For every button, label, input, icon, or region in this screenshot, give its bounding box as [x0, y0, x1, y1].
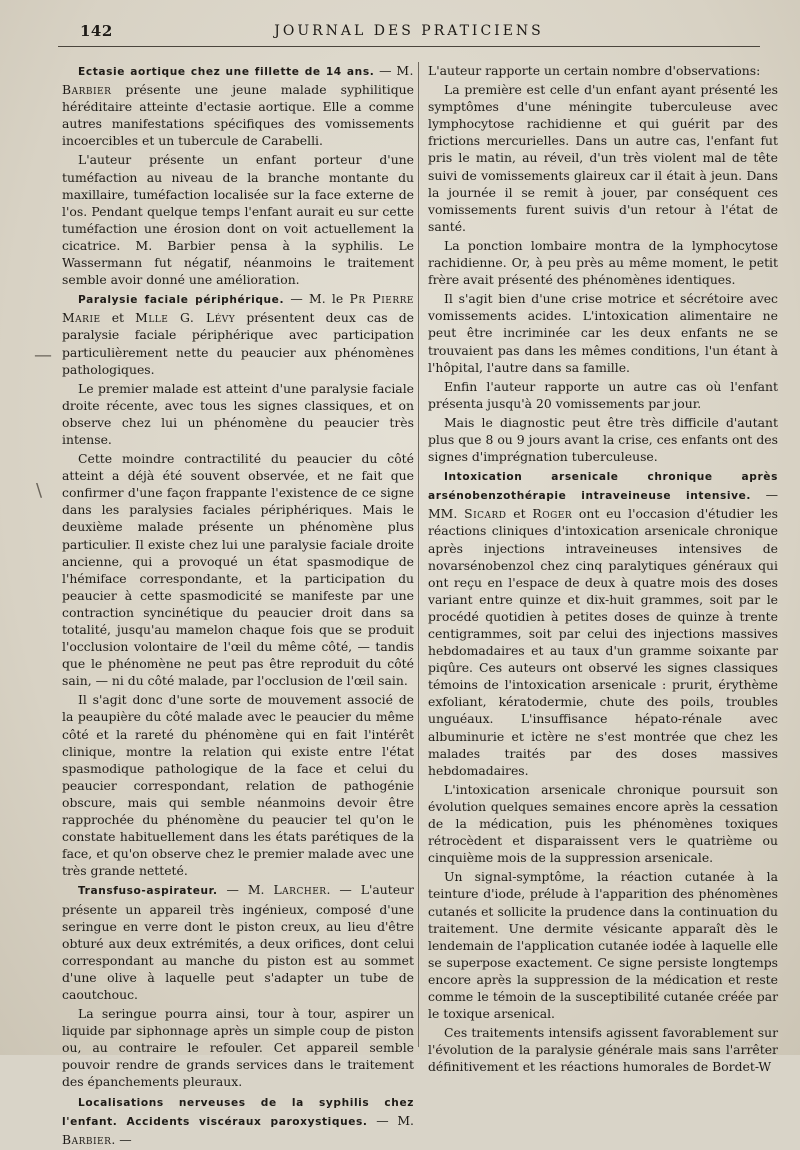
- paragraph: La ponction lombaire montra de la lymphocytose rachidienne. Or, à peu près au même moment, le petit frère avait présenté des phénomènes identiques.: [428, 237, 778, 288]
- column-divider: [418, 62, 419, 1047]
- section-transfuso-aspirateur: Transfuso-aspirateur. — M. Larcher. — L'auteur présente un appareil très ingénieux, composé d'une seringue en verre dont le piston creux, au lieu d'être obturé aux deux extrémités, a deux orifices, dont celui correspondant au manche du piston est au sommet d'une olive à laquelle peut s'adapter un tube de caoutchouc.: [62, 882, 414, 1002]
- section-heading: Localisations nerveuses de la syphilis chez l'enfant. Accidents viscéraux paroxystiques.: [62, 1096, 414, 1128]
- paragraph: Il s'agit bien d'une crise motrice et sécrétoire avec vomissements acides. L'intoxication alimentaire ne peut être incriminée car les deux enfants ne se trouvaient pas dans les mêmes conditions, l'un étant à l'hôpital, l'autre dans sa famille.: [428, 291, 778, 375]
- paragraph: Mais le diagnostic peut être très difficile d'autant plus que 8 ou 9 jours avant la crise, ces enfants ont des signes d'imprégnation tuberculeuse.: [428, 414, 778, 465]
- section-heading: Intoxication arsenicale chronique après arsénobenzothérapie intraveineuse intensive.: [428, 471, 778, 503]
- journal-title: JOURNAL DES PRATICIENS: [274, 23, 544, 39]
- paragraph: La première est celle d'un enfant ayant présenté les symptômes d'une méningite tuberculeuse avec lymphocytose rachidienne et qui guérit par des frictions mercurielles. Dans un autre cas, l'enfant fut pris le matin, au réveil, d'un très violent mal de tête suivi de vomissements glaireux car il était à jeun. Dans la journée il se remit à jouer, par conséquent ces vomissements furent suivis d'un retour à l'état de santé.: [428, 82, 778, 234]
- paragraph: Enfin l'auteur rapporte un autre cas où l'enfant présenta jusqu'à 20 vomissements par jour.: [428, 378, 778, 411]
- author-name: Mlle G. Lévy: [135, 310, 236, 326]
- running-header: [58, 20, 760, 47]
- margin-pencil-mark: \: [36, 480, 43, 501]
- paragraph: Un signal-symptôme, la réaction cutanée à la teinture d'iode, prélude à l'apparition des phénomènes cutanés et sollicite la prudence dans la continuation du traitement. Une dermite vésicante apparaît dès le lendemain de l'application cutanée iodée à laquelle elle se superpose exactement. Ce signe persiste longtemps encore après la suppression de la médication et reste comme le témoin de la susceptibilité cutanée créée par le toxique arsenical.: [428, 869, 778, 1022]
- left-column: [62, 62, 414, 1150]
- paragraph: Il s'agit donc d'une sorte de mouvement associé de la peaupière du côté malade avec le peaucier du même côté et la rareté du phénomène qui en fait l'intérêt clinique, montre la relation qui existe entre l'état spasmodique pathologique de la face et celui du peaucier correspondant, relation de pathogénie obscure, mais qui semble néanmoins devoir être rapprochée du phénomène du peaucier tel qu'on le constate habituellement dans les états parétiques de la face, et qu'on observe chez le premier malade avec une très grande netteté.: [62, 692, 414, 879]
- author-name: M. Barbier: [62, 63, 414, 98]
- section-ectasie-aortique: Ectasie aortique chez une fillette de 14 ans. — M. Barbier présente une jeune malade syphilitique héréditaire atteinte d'ectasie aortique. Elle a comme autres manifestations spécifiques des vomissements incoercibles et un tubercule de Carabelli.: [62, 63, 414, 149]
- author-name: Sicard: [464, 506, 507, 522]
- section-heading: Transfuso-aspirateur.: [78, 885, 218, 898]
- paragraph: La seringue pourra ainsi, tour à tour, aspirer un liquide par siphonnage après un simple coup de piston ou, au contraire le refouler. Cet appareil semble pouvoir rendre de grands services dans le traitement des épanchements pleuraux.: [62, 1006, 414, 1090]
- section-localisations-nerveuses: Localisations nerveuses de la syphilis chez l'enfant. Accidents viscéraux paroxystiques. — M. Barbier. —: [62, 1096, 414, 1147]
- paragraph: Cette moindre contractilité du peaucier du côté atteint a déjà été souvent observée, et ne fait que confirmer d'une façon frappante l'existence de ce signe dans les paralysies faciales périphériques. Mais le deuxième malade présente un phénomène plus particulier. Il existe chez lui une paralysie faciale droite ancienne, qui a provoqué un état spasmodique de l'hémiface correspondante, et la participation du peaucier à cette spasmodicité se manifeste par une contraction syncinétique du peaucier droit dans sa totalité, jusqu'au mamelon chaque fois que se produit l'occlusion volontaire de l'œil du même côté, — tandis que le phénomène ne peut pas être reproduit du côté sain, — ni du côté malade, par l'occlusion de l'œil sain.: [62, 451, 414, 689]
- author-name: Roger: [532, 506, 573, 522]
- paragraph: Ces traitements intensifs agissent favorablement sur l'évolution de la paralysie générale mais sans l'arrêter définitivement et les réactions humorales de Bordet-W: [428, 1025, 778, 1075]
- author-name: Larcher: [273, 882, 327, 898]
- paragraph: L'auteur rapporte un certain nombre d'observations:: [428, 63, 761, 78]
- section-heading: Paralysie faciale périphérique.: [78, 294, 285, 307]
- section-paralysie-faciale: Paralysie faciale périphérique. — M. le Pr Pierre Marie et Mlle G. Lévy présentent deux cas de paralysie faciale périphérique avec participation particulièrement nette du peaucier aux phénomènes pathologiques.: [62, 291, 414, 377]
- paragraph: Le premier malade est atteint d'une paralysie faciale droite récente, avec tous les signes classiques, et on observe chez lui un phénomène du peaucier très intense.: [62, 380, 414, 447]
- page-number: 142: [80, 22, 113, 40]
- right-column: [428, 62, 778, 1077]
- paragraph: L'auteur présente un enfant porteur d'une tuméfaction au niveau de la branche montante du maxillaire, tuméfaction localisée sur la face externe de l'os. Pendant quelque temps l'enfant aurait eu sur cette tuméfaction une érosion dont on voit actuellement la cicatrice. M. Barbier pensa à la syphilis. Le Wassermann fut négatif, néanmoins le traitement semble avoir donné une amélioration.: [62, 152, 414, 288]
- margin-pencil-mark: —: [34, 345, 52, 366]
- section-intoxication-arsenicale: Intoxication arsenicale chronique après arsénobenzothérapie intraveineuse intensive. — MM. Sicard et Roger ont eu l'occasion d'étudier les réactions cliniques d'intoxication arsenicale chronique après injections intraveineuses intensives de novarsénobenzol chez cinq paralytiques généraux qui ont reçu en l'espace de deux à quatre mois des doses variant entre quinze et dix-huit grammes, soit par le procédé quotidien à petites doses de quinze à trente centigrammes, soit par celui des injections massives hebdomadaires et au taux d'un gramme soixante par piqûre. Ces auteurs ont observé les signes classiques témoins de l'intoxication arsenicale : prurit, érythème exfoliant, kératodermie, chute des poils, troubles unguéaux. L'insuffisance hépato-rénale avec albuminurie et ictère ne s'est montrée que chez les malades traités par des doses massives hebdomadaires.: [428, 471, 778, 778]
- section-heading: Ectasie aortique chez une fillette de 14 ans.: [78, 66, 375, 78]
- paragraph: L'intoxication arsenicale chronique poursuit son évolution quelques semaines encore après la cessation de la médication, puis les phénomènes toxiques rétrocèdent et disparaissent vers le quatrième ou cinquième mois de la suppression arsenicale.: [428, 781, 778, 866]
- author-name: Pr Pierre Marie: [62, 291, 414, 326]
- author-name: Barbier: [62, 1131, 112, 1147]
